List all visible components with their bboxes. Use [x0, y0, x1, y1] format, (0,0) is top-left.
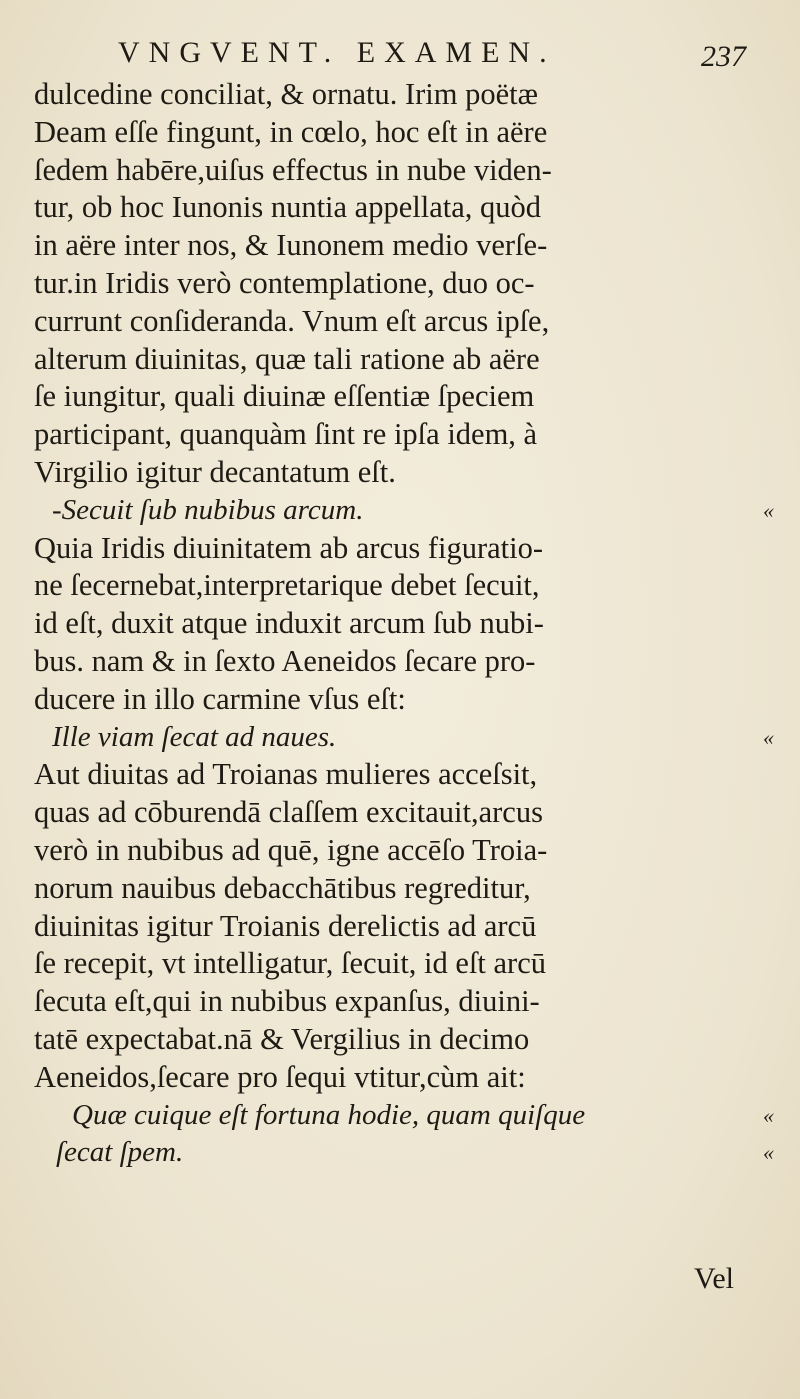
line-text: diuinitas igitur Troianis derelictis ad arcū	[34, 908, 537, 943]
text-line	[34, 530, 774, 568]
text-line	[34, 303, 774, 341]
line-text: Quæ cuique eſt fortuna hodie, quam quiſque	[72, 1098, 586, 1131]
text-line	[34, 832, 774, 870]
line-text: verò in nubibus ad quē, igne accēſo Troia-	[34, 832, 548, 867]
line-text: bus. nam & in ſexto Aeneidos ſecare pro-	[34, 643, 536, 678]
line-text: participant, quanquàm ſint re ipſa idem, à	[34, 417, 538, 452]
text-line	[34, 756, 774, 794]
quotation-mark: «	[763, 1102, 774, 1128]
quotation-mark: «	[763, 1140, 774, 1166]
text-line	[34, 454, 774, 492]
line-text: Aut diuitas ad Troianas mulieres acceſsit,	[34, 757, 538, 792]
verse-quotation-line	[34, 1134, 774, 1172]
line-text: dulcedine conciliat, & ornatu. Irim poëtæ	[34, 77, 538, 111]
text-line	[34, 76, 774, 114]
text-line	[34, 643, 774, 681]
quotation-mark: «	[763, 497, 774, 523]
body-text	[34, 76, 774, 1172]
text-line	[34, 341, 774, 379]
line-text: ſe recepit, vt intelligatur, ſecuit, id eſt arcū	[34, 946, 546, 981]
text-line	[34, 152, 774, 190]
line-text: tur, ob hoc Iunonis nuntia appellata, quòd	[34, 190, 542, 225]
text-line	[34, 114, 774, 152]
line-text: tur.in Iridis verò contemplatione, duo oc-	[34, 265, 535, 300]
verse-quotation-line	[34, 719, 774, 757]
text-line	[34, 378, 774, 416]
text-line	[34, 908, 774, 946]
text-line	[34, 794, 774, 832]
text-line	[34, 605, 774, 643]
line-text: ſe iungitur, quali diuinæ eſſentiæ ſpeciem	[34, 379, 535, 414]
line-text: ducere in illo carmine vſus eſt:	[34, 681, 406, 716]
line-text: id eſt, duxit atque induxit arcum ſub nubi-	[34, 606, 544, 641]
line-text: ſecuta eſt,qui in nubibus expanſus, diuini-	[34, 984, 540, 1019]
line-text: Ille viam ſecat ad naues.	[52, 720, 337, 753]
text-line	[34, 983, 774, 1021]
text-line	[34, 870, 774, 908]
text-line	[34, 189, 774, 227]
page-header	[60, 30, 760, 80]
text-line	[34, 1059, 774, 1097]
quotation-mark: «	[763, 724, 774, 750]
line-text: quas ad cōburendā claſſem excitauit,arcus	[34, 795, 543, 830]
line-text: Aeneidos,ſecare pro ſequi vtitur,cùm ait:	[34, 1059, 526, 1094]
line-text: tatē expectabat.nā & Vergilius in decimo	[34, 1021, 530, 1056]
line-text: ſecat ſpem.	[56, 1136, 184, 1169]
text-line	[34, 681, 774, 719]
text-line	[34, 265, 774, 303]
text-line	[34, 227, 774, 265]
verse-quotation-line	[34, 492, 774, 530]
text-line	[34, 416, 774, 454]
text-line	[34, 567, 774, 605]
line-text: -Secuit ſub nubibus arcum.	[52, 493, 364, 526]
text-line	[34, 1021, 774, 1059]
line-text: Deam eſſe fingunt, in cœlo, hoc eſt in aëre	[34, 114, 548, 149]
line-text: in aëre inter nos, & Iunonem medio verſe-	[34, 228, 548, 263]
verse-quotation-line	[34, 1097, 774, 1135]
text-line	[34, 945, 774, 983]
line-text: alterum diuinitas, quæ tali ratione ab aëre	[34, 341, 540, 376]
line-text: Quia Iridis diuinitatem ab arcus figuratio-	[34, 530, 544, 565]
catchword: Vel	[694, 1262, 734, 1295]
line-text: Virgilio igitur decantatum eſt.	[34, 454, 396, 489]
line-text: ſedem habēre,uiſus effectus in nube viden-	[34, 152, 552, 187]
line-text: currunt conſideranda. Vnum eſt arcus ipſe,	[34, 303, 550, 338]
running-head: VNGVENT. EXAMEN.	[118, 36, 556, 69]
line-text: norum nauibus debacchātibus regreditur,	[34, 870, 531, 905]
line-text: ne ſecernebat,interpretarique debet ſecuit,	[34, 568, 540, 603]
page-number: 237	[701, 40, 746, 73]
